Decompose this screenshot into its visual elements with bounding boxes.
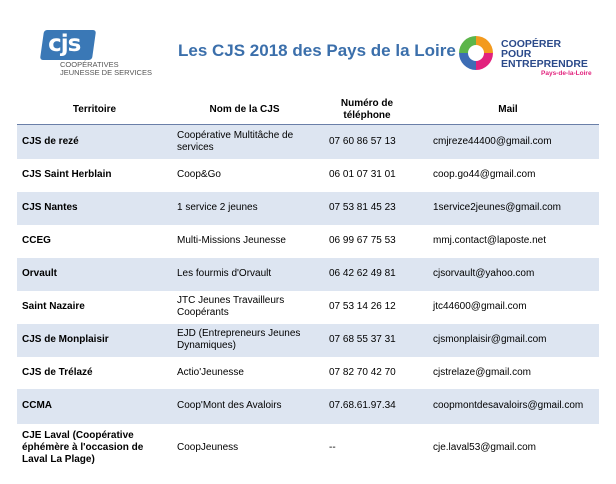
table-row [17,159,599,192]
cell-territoire: CJS Nantes [17,192,172,225]
table-row [17,324,599,357]
cell-mail: cjsorvault@yahoo.com [417,258,599,291]
cell-nom: 1 service 2 jeunes [172,192,317,225]
cooperer-logo-line2: POUR [501,48,532,60]
cell-mail: cmjreze44400@gmail.com [417,125,599,159]
table-row [17,389,599,424]
cell-mail: jtc44600@gmail.com [433,301,527,312]
header-mail: Mail [417,95,599,125]
cjs-logo [38,28,158,86]
cjs-logo-badge-text: cjs [48,31,81,57]
cell-territoire: CJS de rezé [17,125,172,159]
cell-nom: Coop&Go [177,169,221,180]
cell-telephone: 07.68.61.97.34 [317,389,417,424]
cell-telephone: 07 68 55 37 31 [317,324,417,357]
cell-telephone: -- [329,441,336,453]
cell-nom: Les fourmis d'Orvault [172,258,317,291]
cell-nom: CoopJeuness [177,441,239,453]
cell-territoire: CJS Saint Herblain [22,169,112,180]
cell-nom: JTC Jeunes Travailleurs Coopérants [177,295,285,318]
cell-territoire: CJS de Monplaisir [17,324,172,357]
cooperer-pour-entreprendre-logo [455,30,605,80]
cell-territoire: Orvault [17,258,172,291]
cell-telephone: 07 53 14 26 12 [329,301,396,312]
cell-mail: mmj.contact@laposte.net [433,235,546,246]
page-title: Les CJS 2018 des Pays de la Loire [178,41,456,60]
cell-telephone: 06 01 07 31 01 [329,169,396,180]
cell-telephone: 06 42 62 49 81 [317,258,417,291]
cell-mail: cje.laval53@gmail.com [433,441,536,453]
cell-mail: cjstrelaze@gmail.com [433,366,531,378]
cooperer-logo-text [501,39,592,78]
cell-mail: coopmontdesavaloirs@gmail.com [417,389,599,424]
header-telephone: Numéro de téléphone [317,95,417,125]
document-header [0,0,616,92]
cell-nom: Actio'Jeunesse [177,366,244,378]
table-row [17,258,599,291]
cell-mail: 1service2jeunes@gmail.com [417,192,599,225]
cooperer-logo-circle-icon [459,36,493,70]
cell-territoire: CJE Laval (Coopérative éphémère à l'occasion de Laval La Plage) [22,429,144,465]
cooperer-logo-line1: COOPÉRER [501,38,562,50]
header-nom-cjs: Nom de la CJS [172,95,317,125]
table-row [17,192,599,225]
cjs-logo-badge [40,30,96,60]
table-row [17,125,599,159]
cooperer-logo-line3: ENTREPRENDRE [501,58,588,70]
cooperer-logo-region: Pays-de-la-Loire [541,70,592,77]
cell-territoire: CCMA [17,389,172,424]
cell-telephone: 07 60 86 57 13 [317,125,417,159]
table-header-row [17,95,599,125]
table-row [17,291,599,324]
table-row [17,225,599,258]
cell-nom: Coop'Mont des Avaloirs [172,389,317,424]
cell-telephone: 07 53 81 45 23 [317,192,417,225]
table-row [17,357,599,389]
cell-mail: cjsmonplaisir@gmail.com [417,324,599,357]
cell-nom: Multi-Missions Jeunesse [177,235,286,246]
cell-telephone: 07 82 70 42 70 [329,366,396,378]
cell-territoire: CCEG [22,235,51,246]
cjs-logo-subtitle: COOPÉRATIVES JEUNESSE DE SERVICES [60,60,152,77]
cjs-table [17,95,599,472]
header-territoire: Territoire [17,95,172,125]
cell-territoire: Saint Nazaire [22,301,85,312]
cell-nom: Coopérative Multitâche de services [172,125,317,159]
cell-mail: coop.go44@gmail.com [433,169,536,180]
cell-nom: EJD (Entrepreneurs Jeunes Dynamiques) [172,324,317,357]
table-row [17,424,599,472]
cell-territoire: CJS de Trélazé [22,366,93,378]
cell-telephone: 06 99 67 75 53 [329,235,396,246]
